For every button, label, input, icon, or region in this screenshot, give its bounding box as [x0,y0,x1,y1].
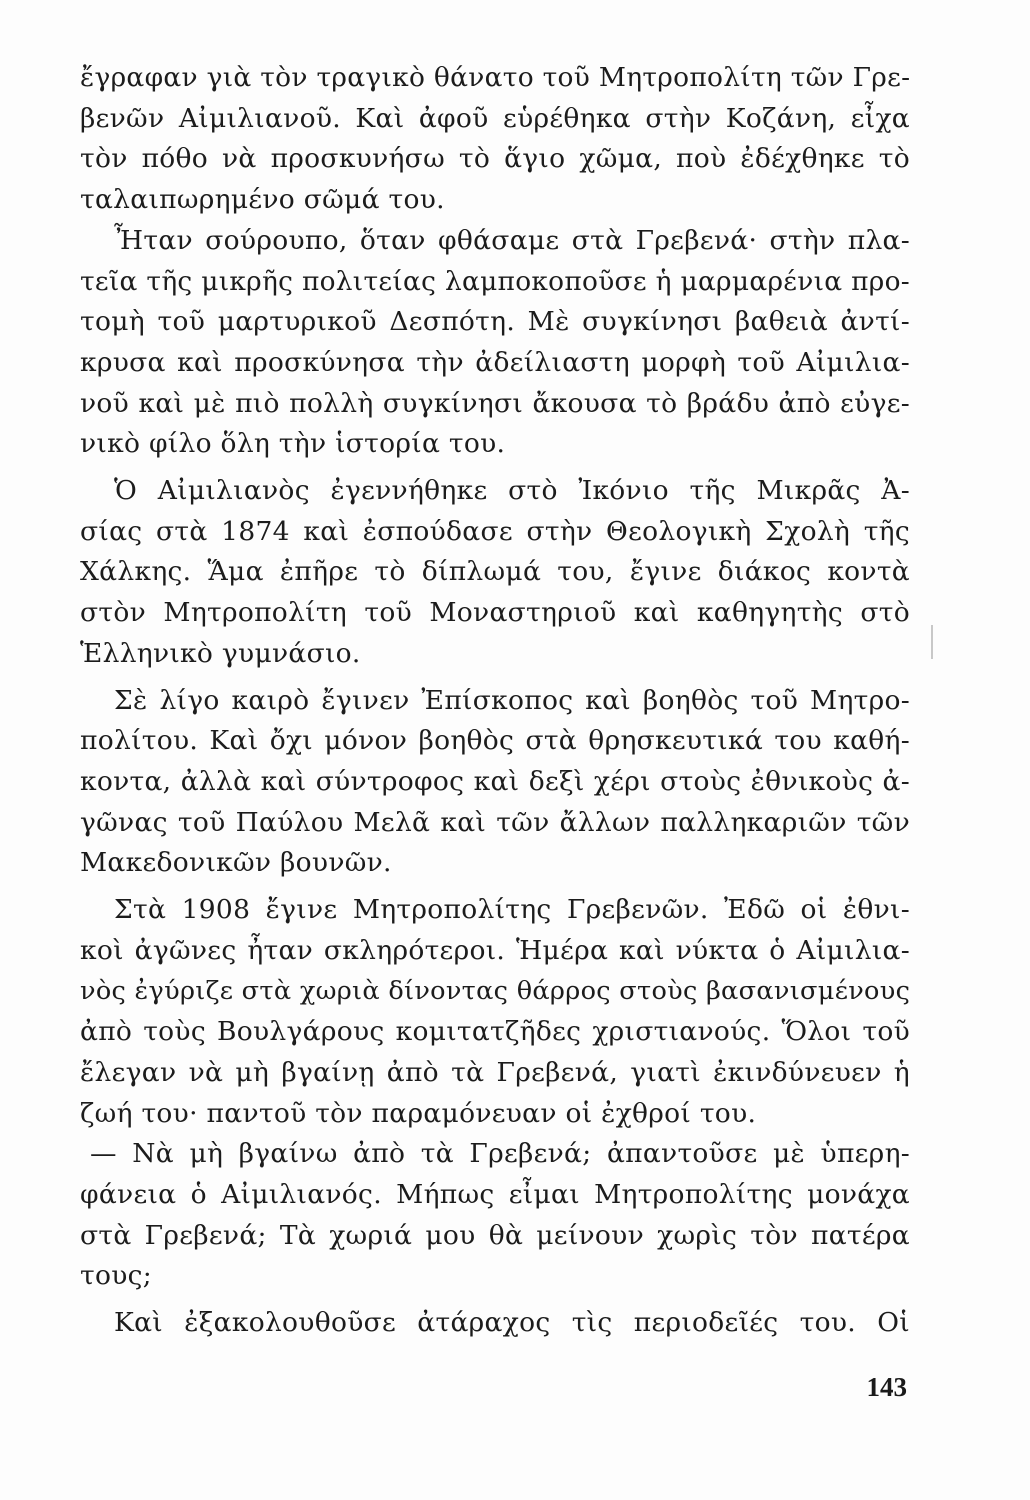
text-line: Ὁ Αἰμιλιανὸς ἐγεννήθηκε στὸ Ἰκόνιο τῆς Μικρᾶς Ἀ- [114,475,910,507]
text-line: βενῶν Αἰμιλιανοῦ. Καὶ ἀφοῦ εὑρέθηκα στὴν Κοζάνη, εἶχα [80,102,910,134]
paragraph [80,681,910,885]
text-line: κρυσα καὶ προσκύνησα τὴν ἀδείλιαστη μορφὴ τοῦ Αἰμιλια- [80,346,910,378]
text-line: κοὶ ἀγῶνες ἦταν σκληρότεροι. Ἡμέρα καὶ νύκτα ὁ Αἰμιλια- [80,934,910,966]
margin-mark [931,625,933,659]
text-line: τεῖα τῆς μικρῆς πολιτείας λαμποκοποῦσε ἡ μαρμαρένια προ- [80,265,910,297]
text-line: Σὲ λίγο καιρὸ ἔγινεν Ἐπίσκοπος καὶ βοηθὸς τοῦ Μητρο- [114,684,910,716]
text-line: Καὶ ἐξακολουθοῦσε ἀτάραχος τὶς περιοδεῖές του. Οἱ [114,1307,910,1339]
text-line: Χάλκης. Ἅμα ἐπῆρε τὸ δίπλωμά του, ἔγινε διάκος κοντὰ [80,556,910,588]
text-line: φάνεια ὁ Αἰμιλιανός. Μήπως εἶμαι Μητροπολίτης μονάχα [80,1178,910,1210]
text-line: στὰ Γρεβενά; Τὰ χωριά μου θὰ μείνουν χωρὶς τὸν πατέρα [80,1219,910,1251]
page-number: 143 [866,1372,907,1402]
text-line: ταλαιπωρημένο σῶμά του. [80,184,445,216]
text-line: νοῦ καὶ μὲ πιὸ πολλὴ συγκίνησι ἄκουσα τὸ βράδυ ἀπὸ εὐγε- [80,387,910,419]
text-line: Μακεδονικῶν βουνῶν. [80,847,392,879]
paragraph [80,1134,910,1297]
text-line: σίας στὰ 1874 καὶ ἐσπούδασε στὴν Θεολογικὴ Σχολὴ τῆς [80,515,910,547]
text-line: — Νὰ μὴ βγαίνω ἀπὸ τὰ Γρεβενά; ἀπαντοῦσε μὲ ὑπερη- [90,1138,910,1170]
paragraph [80,471,910,675]
text-line: νὸς ἐγύριζε στὰ χωριὰ δίνοντας θάρρος στοὺς βασανισμένους [80,976,911,1007]
text-line: ἔγραφαν γιὰ τὸν τραγικὸ θάνατο τοῦ Μητροπολίτη τῶν Γρε- [80,62,911,93]
paragraph [80,890,910,1134]
text-line: Ἑλληνικὸ γυμνάσιο. [80,637,361,669]
text-line: γῶνας τοῦ Παύλου Μελᾶ καὶ τῶν ἄλλων παλληκαριῶν τῶν [80,806,910,838]
text-line: κοντα, ἀλλὰ καὶ σύντροφος καὶ δεξὶ χέρι στοὺς ἐθνικοὺς ἀ- [80,765,910,797]
text-line: Ἦταν σούρουπο, ὅταν φθάσαμε στὰ Γρεβενά· στὴν πλα- [114,224,910,256]
body-text [80,58,910,1344]
text-line: ἀπὸ τοὺς Βουλγάρους κομιτατζῆδες χριστιανούς. Ὅλοι τοῦ [80,1016,910,1048]
text-line: τους; [80,1260,152,1292]
text-line: τομὴ τοῦ μαρτυρικοῦ Δεσπότη. Μὲ συγκίνησι βαθειὰ ἀντί- [80,306,910,338]
text-line: στὸν Μητροπολίτη τοῦ Μοναστηριοῦ καὶ καθηγητὴς στὸ [80,597,910,629]
text-line: πολίτου. Καὶ ὄχι μόνον βοηθὸς στὰ θρησκευτικά του καθή- [80,725,910,757]
paragraph [80,221,910,465]
paragraph [80,1303,910,1344]
text-line: ἔλεγαν νὰ μὴ βγαίνῃ ἀπὸ τὰ Γρεβενά, γιατὶ ἐκινδύνευεν ἡ [80,1056,910,1088]
text-line: Στὰ 1908 ἔγινε Μητροπολίτης Γρεβενῶν. Ἐδῶ οἱ ἐθνι- [114,894,910,926]
text-line: νικὸ φίλο ὅλη τὴν ἱστορία του. [80,428,506,460]
paragraph [80,58,910,221]
text-line: ζωή του· παντοῦ τὸν παραμόνευαν οἱ ἐχθροί του. [80,1097,757,1129]
text-line: τὸν πόθο νὰ προσκυνήσω τὸ ἅγιο χῶμα, ποὺ ἐδέχθηκε τὸ [80,143,910,175]
